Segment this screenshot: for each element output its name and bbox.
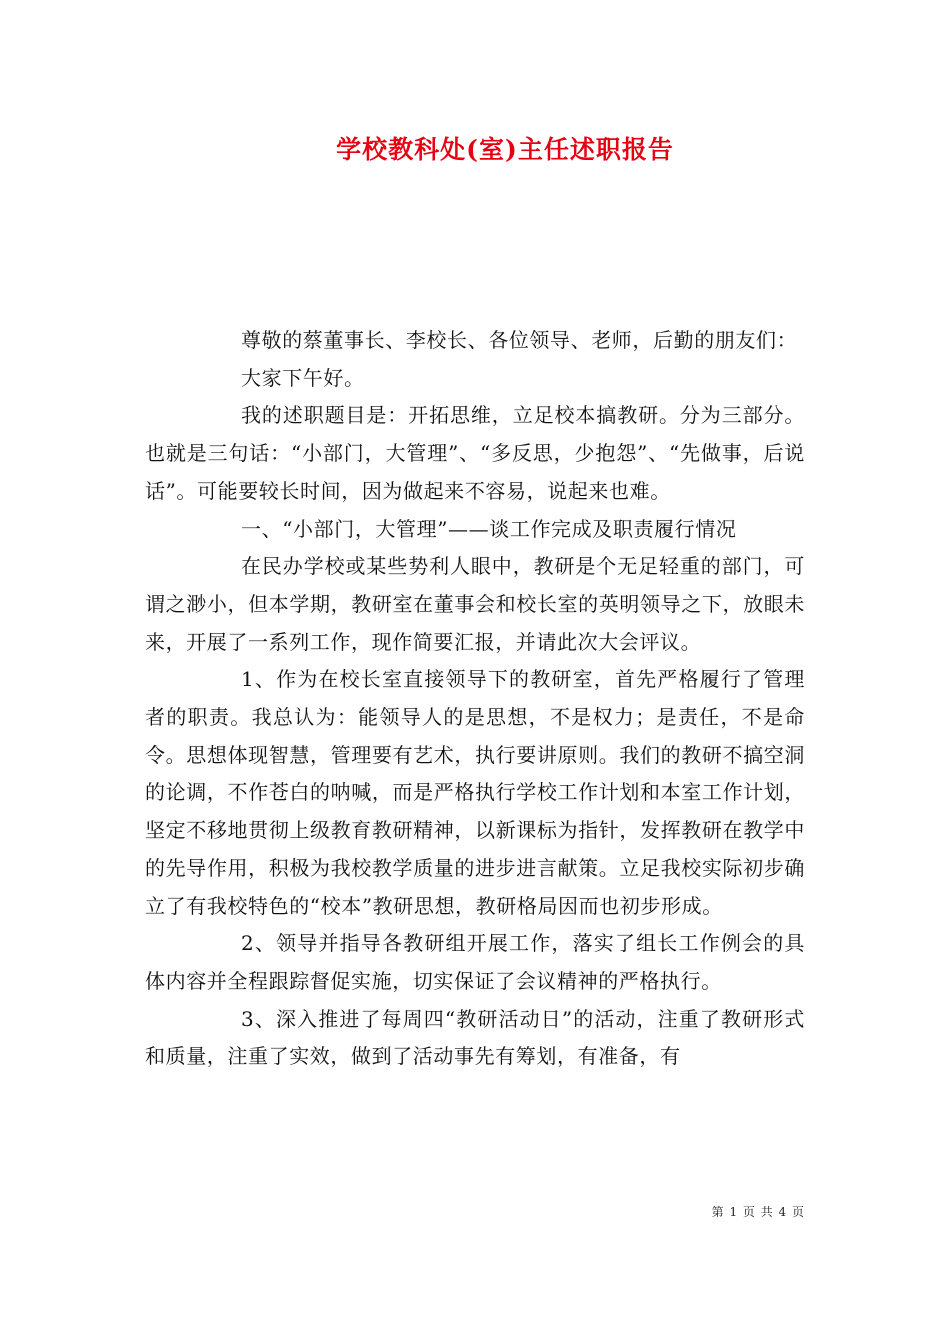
paragraph-intro: 在民办学校或某些势利人眼中，教研是个无足轻重的部门，可谓之渺小，但本学期，教研室在董事会和校长室的英明领导之下，放眼未来，开展了一系列工作，现作简要汇报，并请此次大会评议。 — [145, 554, 805, 654]
document-title: 学校教科处(室)主任述职报告 — [336, 135, 674, 164]
paragraph-item-1: 1、作为在校长室直接领导下的教研室，首先严格履行了管理者的职责。我总认为：能领导人的是思想，不是权力；是责任，不是命令。思想体现智慧，管理要有艺术，执行要讲原则。我们的教研不搞空洞的论调，不作苍白的呐喊，而是严格执行学校工作计划和本室工作计划，坚定不移地贯彻上级教育教研精神，以新课标为指针，发挥教研在教学中的先导作用，积极为我校教学质量的进步进言献策。立足我校实际初步确立了有我校特色的“校本”教研思想，教研格局因而也初步形成。 — [145, 667, 805, 918]
section-heading-1: 一、“小部门，大管理”——谈工作完成及职责履行情况 — [241, 516, 737, 541]
paragraph-salutation: 尊敬的蔡董事长、李校长、各位领导、老师，后勤的朋友们： — [241, 328, 798, 352]
paragraph-item-2: 2、领导并指导各教研组开展工作，落实了组长工作例会的具体内容并全程跟踪督促实施，切实保证了会议精神的严格执行。 — [145, 931, 805, 993]
paragraph-greeting: 大家下午好。 — [241, 365, 365, 390]
paragraph-topic: 我的述职题目是：开拓思维，立足校本搞教研。分为三部分。也就是三句话：“小部门，大管理”、“多反思，少抱怨”、“先做事，后说话”。可能要较长时间，因为做起来不容易，说起来也难。 — [145, 403, 805, 503]
page-number: 第 1 页 共 4 页 — [711, 1205, 805, 1219]
paragraph-item-3: 3、深入推进了每周四“教研活动日”的活动，注重了教研形式和质量，注重了实效，做到了活动事先有筹划，有准备，有 — [145, 1006, 805, 1069]
document-body — [145, 322, 805, 1076]
